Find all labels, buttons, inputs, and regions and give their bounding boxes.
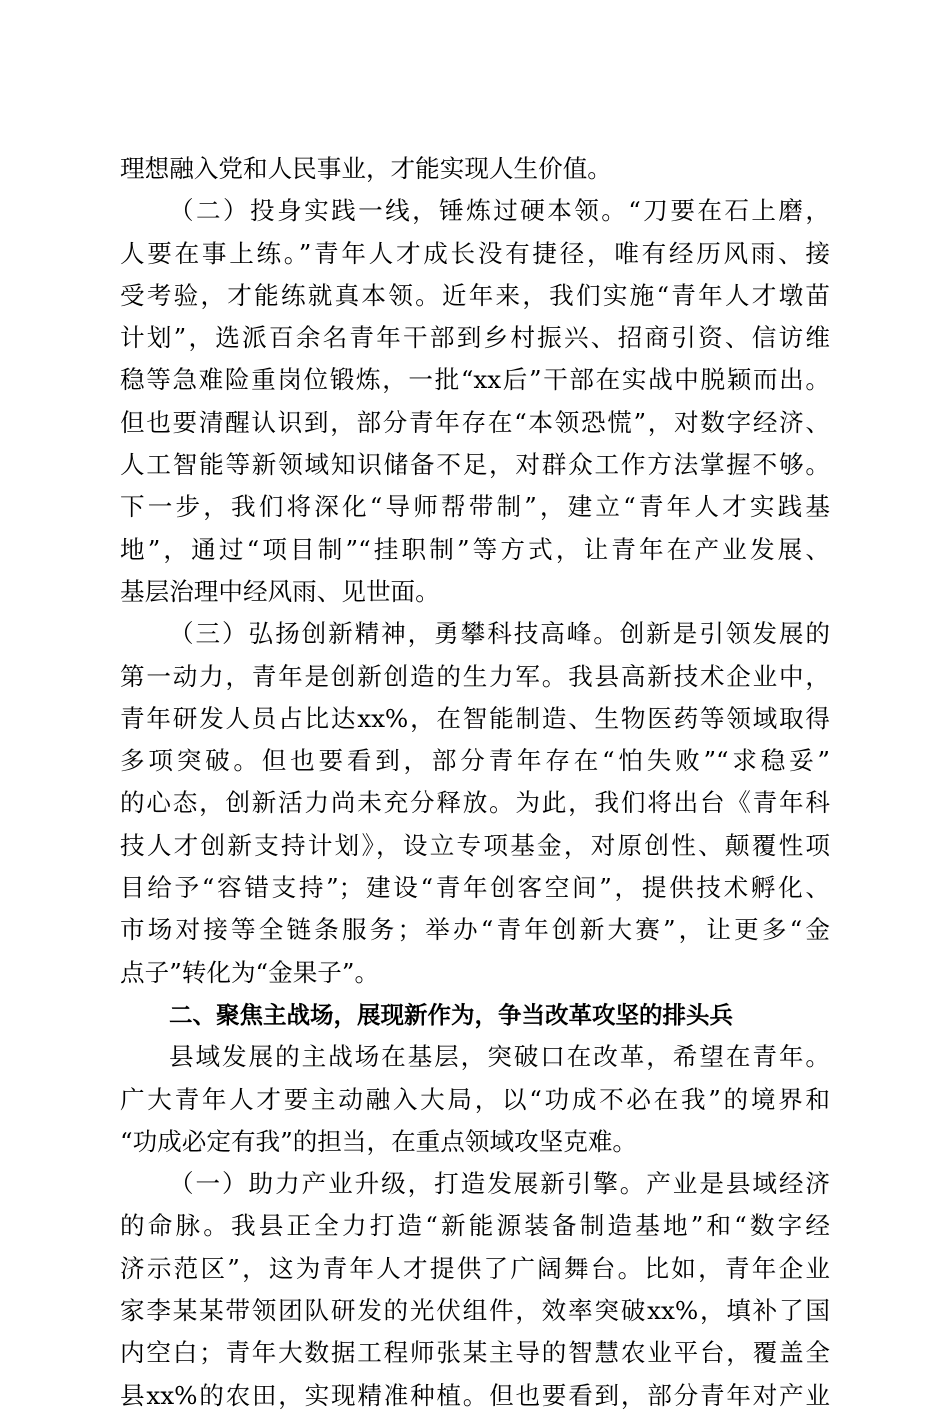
paragraph-line: “功成必定有我”的担当，在重点领域攻坚克难。 [120,1126,638,1156]
paragraph-line: 地”，通过“项目制”“挂职制”等方式，让青年在产业发展、 [120,534,830,564]
paragraph-line: 的心态，创新活力尚未充分释放。为此，我们将出台《青年科 [120,788,830,818]
section-heading: 二、聚焦主战场，展现新作为，争当改革攻坚的排头兵 [169,1000,733,1029]
paragraph-line: 目给予“容错支持”；建设“青年创客空间”，提供技术孵化、 [120,873,830,903]
paragraph-line: 济示范区”，这为青年人才提供了广阔舞台。比如，青年企业 [120,1253,830,1283]
paragraph-line: 县xx%的农田，实现精准种植。但也要看到，部分青年对产业 [120,1380,830,1410]
paragraph-line: 家李某某带领团队研发的光伏组件，效率突破xx%，填补了国 [120,1296,830,1326]
paragraph-line: 多项突破。但也要看到，部分青年存在“怕失败”“求稳妥” [120,746,830,776]
paragraph-line: 技人才创新支持计划》，设立专项基金，对原创性、颠覆性项 [120,830,830,860]
paragraph-line: 青年研发人员占比达xx%，在智能制造、生物医药等领域取得 [120,703,830,733]
paragraph-line: 内空白；青年大数据工程师张某主导的智慧农业平台，覆盖全 [120,1338,830,1368]
paragraph-line: （三）弘扬创新精神，勇攀科技高峰。创新是引领发展的 [169,619,830,649]
paragraph-line: 县域发展的主战场在基层，突破口在改革，希望在青年。 [169,1042,830,1072]
paragraph-line: 基层治理中经风雨、见世面。 [120,576,440,606]
paragraph-line: 但也要清醒认识到，部分青年存在“本领恐慌”，对数字经济、 [120,407,830,437]
paragraph-line: 理想融入党和人民事业，才能实现人生价值。 [120,154,612,183]
paragraph-line: （二）投身实践一线，锤炼过硬本领。“刀要在石上磨， [169,196,830,226]
paragraph-line: 计划”，选派百余名青年干部到乡村振兴、招商引资、信访维 [120,323,830,353]
paragraph-line: 的命脉。我县正全力打造“新能源装备制造基地”和“数字经 [120,1211,830,1241]
paragraph-line: （一）助力产业升级，打造发展新引擎。产业是县域经济 [169,1169,830,1199]
paragraph-line: 点子”转化为“金果子”。 [120,957,380,987]
document-body [120,148,830,1417]
paragraph-line: 市场对接等全链条服务；举办“青年创新大赛”，让更多“金 [120,915,830,945]
paragraph-line: 下一步，我们将深化“导师帮带制”，建立“青年人才实践基 [120,492,830,522]
paragraph-line: 稳等急难险重岗位锻炼，一批“xx后”干部在实战中脱颖而出。 [120,365,830,395]
paragraph-line: 人工智能等新领域知识储备不足，对群众工作方法掌握不够。 [120,450,830,480]
paragraph-line: 受考验，才能练就真本领。近年来，我们实施“青年人才墩苗 [120,280,830,310]
paragraph-line: 第一动力，青年是创新创造的生力军。我县高新技术企业中， [120,661,830,691]
paragraph-line: 人要在事上练。”青年人才成长没有捷径，唯有经历风雨、接 [120,238,830,268]
paragraph-line: 广大青年人才要主动融入大局，以“功成不必在我”的境界和 [120,1084,830,1114]
